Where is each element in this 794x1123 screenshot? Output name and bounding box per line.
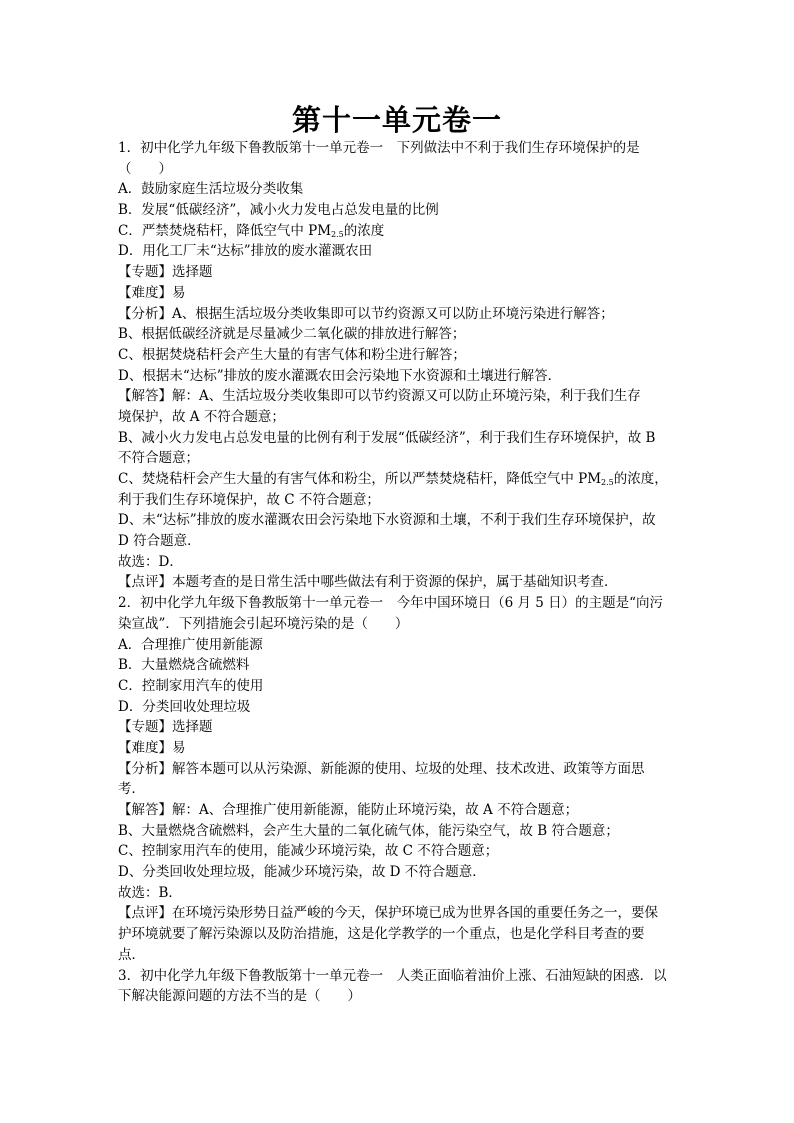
q2-comment-line-3: 点． — [118, 946, 145, 963]
document-body — [118, 138, 683, 1007]
q2-stem-line-1: 2．初中化学九年级下鲁教版第十一单元卷一 今年中国环境日（6 月 5 日）的主题是“向污 — [118, 595, 664, 612]
q1-answer-line-2: 境保护，故 A 不符合题意； — [118, 408, 285, 425]
q2-option-c: C．控制家用汽车的使用 — [118, 677, 264, 694]
q1-option-b: B．发展“低碳经济”，减小火力发电占总发电量的比例 — [118, 202, 439, 219]
q2-comment-line-2: 护环境就要了解污染源以及防治措施，这是化学教学的一个重点，也是化学科目考查的要 — [118, 926, 645, 943]
q1-answer-line-8: D 符合题意． — [118, 533, 201, 550]
q1-analysis-line-4: D、根据未“达标”排放的废水灌溉农田会污染地下水资源和土壤进行解答． — [118, 367, 562, 384]
q1-option-a: A．鼓励家庭生活垃圾分类收集 — [118, 181, 304, 198]
q2-answer-line-3: C、控制家用汽车的使用，能减少环境污染，故 C 不符合题意； — [118, 843, 499, 860]
q3-stem-line-2: 下解决能源问题的方法不当的是（ ） — [118, 988, 361, 1005]
q1-analysis-line-1: 【分析】A、根据生活垃圾分类收集即可以节约资源又可以防止环境污染进行解答； — [118, 305, 614, 322]
q1-option-c-subscript: 2.5 — [331, 229, 344, 239]
q2-option-b: B．大量燃烧含硫燃料 — [118, 657, 250, 674]
q1-topic: 【专题】选择题 — [118, 264, 213, 281]
q1-stem-line-1: 1．初中化学九年级下鲁教版第十一单元卷一 下列做法中不利于我们生存环境保护的是 — [118, 140, 640, 156]
q2-topic: 【专题】选择题 — [118, 719, 213, 736]
q1-answer-line-3: B、减小火力发电占总发电量的比例有利于发展“低碳经济”，利于我们生存环境保护，故 B — [118, 429, 656, 446]
q2-comment-line-1: 【点评】在环境污染形势日益严峻的今天，保护环境已成为世界各国的重要任务之一，要保 — [118, 905, 658, 922]
q2-choice: 故选：B． — [118, 884, 182, 901]
q2-answer-line-1: 【解答】解：A、合理推广使用新能源，能防止环境污染，故 A 不符合题意； — [118, 802, 579, 818]
q1-option-c-text-end: 的浓度 — [343, 222, 385, 239]
document-title: 第十一单元卷一 — [291, 103, 502, 137]
q1-stem-line-2: （ ） — [118, 160, 172, 177]
q1-answer-line-7: D、未“达标”排放的废水灌溉农田会污染地下水资源和土壤，不利于我们生存环境保护，故 — [118, 512, 656, 529]
q1-analysis-line-2: B、根据低碳经济就是尽量减少二氧化碳的排放进行解答； — [118, 326, 466, 343]
q2-analysis-line-2: 考． — [118, 781, 145, 798]
q1-answer-line-4: 不符合题意； — [118, 450, 199, 467]
q1-choice: 故选：D． — [118, 553, 183, 570]
q2-answer-line-2: B、大量燃烧含硫燃料，会产生大量的二氧化硫气体，能污染空气，故 B 符合题意； — [118, 822, 619, 839]
q2-difficulty: 【难度】易 — [118, 739, 186, 756]
q1-comment: 【点评】本题考查的是日常生活中哪些做法有利于资源的保护，属于基础知识考查． — [118, 574, 618, 591]
q2-answer-line-4: D、分类回收处理垃圾，能减少环境污染，故 D 不符合题意． — [118, 864, 486, 881]
q2-option-a: A．合理推广使用新能源 — [118, 636, 263, 653]
q1-answer-line-1: 【解答】解：A、生活垃圾分类收集即可以节约资源又可以防止环境污染，利于我们生存 — [118, 388, 641, 405]
q2-option-d: D．分类回收处理垃圾 — [118, 698, 251, 715]
q1-option-c — [118, 221, 683, 242]
q1-difficulty: 【难度】易 — [118, 284, 186, 301]
q1-answer-line-6: 利于我们生存环境保护，故 C 不符合题意； — [118, 491, 380, 508]
q1-answer-c-text: C、焚烧秸杆会产生大量的有害气体和粉尘，所以严禁焚烧秸杆，降低空气中 PM — [118, 471, 602, 487]
q2-analysis-line-1: 【分析】解答本题可以从污染源、新能源的使用、垃圾的处理、技术改进、政策等方面思 — [118, 760, 645, 777]
q2-stem-line-2: 染宣战”．下列措施会引起环境污染的是（ ） — [118, 615, 409, 632]
q1-answer-c-text-end: 的浓度， — [613, 471, 668, 487]
q1-answer-c-subscript: 2.5 — [601, 478, 614, 487]
q3-stem-line-1: 3．初中化学九年级下鲁教版第十一单元卷一 人类正面临着油价上涨、石油短缺的困惑．以 — [118, 967, 667, 984]
q1-option-d: D．用化工厂未“达标”排放的废水灌溉农田 — [118, 243, 373, 260]
q1-answer-line-5 — [118, 469, 683, 490]
q1-option-c-text: C．严禁焚烧秸杆，降低空气中 PM — [118, 222, 332, 239]
q1-analysis-line-3: C、根据焚烧秸杆会产生大量的有害气体和粉尘进行解答； — [118, 346, 466, 363]
